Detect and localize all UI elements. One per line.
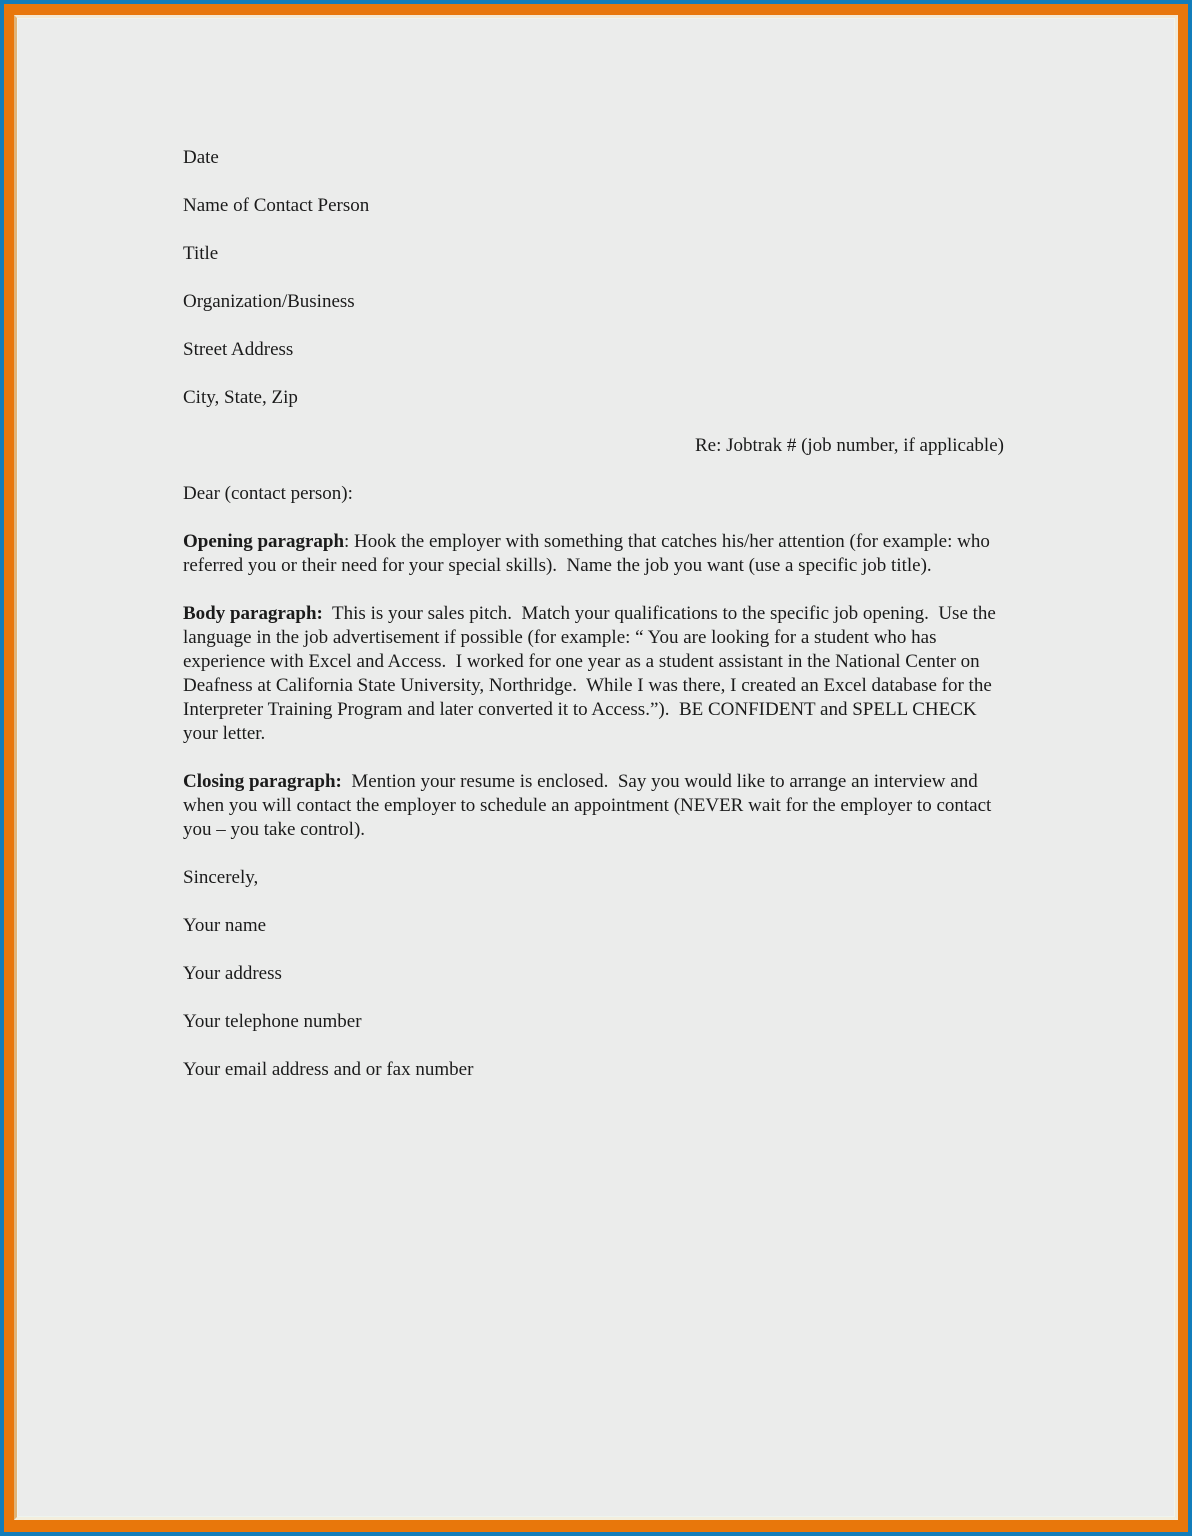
letter-page — [14, 15, 1178, 1520]
signature-name: Your name — [183, 915, 267, 936]
signature-email-fax: Your email address and or fax number — [183, 1059, 474, 1080]
valediction: Sincerely, — [183, 867, 259, 888]
letter-content — [17, 18, 1027, 1082]
body-paragraph-text: This is your sales pitch. Match your qualifications to the specific job opening. Use the language in the job advertisement if possible (for example: “ You are looking for a student who has experience with Excel and Access. I worked for one year as a student assistant in the National Center on Deafness at California State University, Northridge. While I was there, I created an Excel database for the Interpreter Training Program and later converted it to Access.”). BE CONFIDENT and SPELL CHECK your letter. — [183, 603, 1001, 744]
closing-paragraph-label: Closing paragraph: — [183, 771, 342, 792]
orange-frame-border — [4, 4, 1188, 1532]
recipient-organization: Organization/Business — [183, 291, 355, 312]
closing-paragraph — [183, 770, 1007, 842]
body-paragraph-label: Body paragraph: — [183, 603, 323, 624]
closing-paragraph-text: Mention your resume is enclosed. Say you would like to arrange an interview and when you will contact the employer to schedule an appointment (NEVER wait for the employer to contact you – you take control). — [183, 771, 997, 840]
opening-paragraph-label: Opening paragraph — [183, 531, 345, 552]
recipient-city-state-zip: City, State, Zip — [183, 387, 298, 408]
salutation: Dear (contact person): — [183, 483, 353, 504]
body-paragraph — [183, 602, 1007, 746]
opening-paragraph-text: : Hook the employer with something that catches his/her attention (for example: who referred you or their need for your special skills). Name the job you want (use a specific job title). — [183, 531, 995, 576]
recipient-street-address: Street Address — [183, 339, 294, 360]
opening-paragraph — [183, 530, 1007, 578]
signature-phone: Your telephone number — [183, 1011, 362, 1032]
recipient-contact-name: Name of Contact Person — [183, 195, 370, 216]
re-jobtrak-line: Re: Jobtrak # (job number, if applicable) — [695, 435, 1004, 456]
recipient-date: Date — [183, 147, 219, 168]
signature-address: Your address — [183, 963, 282, 984]
recipient-title: Title — [183, 243, 219, 264]
